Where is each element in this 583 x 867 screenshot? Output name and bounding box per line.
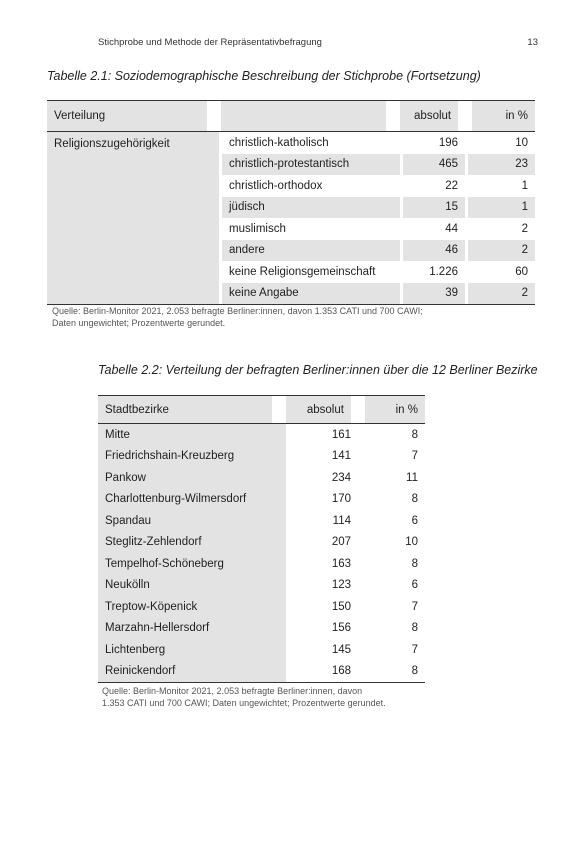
table2-row [98,532,425,554]
table2-row-label: Mitte [98,424,286,446]
table1-row [222,283,535,305]
table2-row-absolut: 207 [331,536,351,549]
table1-group-label: Religionszugehörigkeit [47,132,219,304]
table1-row-absolut: 44 [445,222,458,235]
table2-row [98,446,425,468]
table1-row-percent: 2 [521,222,528,235]
table1-row-label: christlich-orthodox [229,179,323,192]
table2-row-absolut: 145 [331,643,351,656]
table1-row [222,240,535,262]
table2-row-percent: 7 [411,600,418,613]
table2-row [98,661,425,683]
table2-header-percent: in % [365,396,425,423]
table1-header-row [47,101,535,132]
table2-row [98,575,425,597]
table2-row-absolut: 163 [331,557,351,570]
table1-header-percent: in % [472,101,535,131]
table2-row [98,618,425,640]
table1-row-absolut: 46 [403,240,465,262]
table1-caption: Tabelle 2.1: Soziodemographische Beschreibung der Stichprobe (Fortsetzung) [47,69,481,83]
table1-row-absolut: 22 [445,179,458,192]
table1-body [47,132,535,305]
table2-row-percent: 8 [411,428,418,441]
table2-row-label: Spandau [98,510,286,532]
table2-row-percent: 6 [411,579,418,592]
table2-row [98,596,425,618]
table2-row [98,489,425,511]
table1-row-percent: 2 [468,240,535,262]
table2-row-absolut: 150 [331,600,351,613]
table1-row-percent: 1 [468,197,535,219]
table2-row-label: Reinickendorf [98,661,286,683]
table2-row-percent: 8 [411,665,418,678]
table1 [47,100,535,305]
table1-row [222,218,535,240]
table1-row-label: christlich-katholisch [229,136,329,149]
table2-row-absolut: 234 [331,471,351,484]
table2-row-percent: 11 [406,471,418,484]
table1-row-percent: 23 [468,154,535,176]
table2-source-line2: 1.353 CATI und 700 CAWI; Daten ungewichtet; Prozentwerte gerundet. [102,698,386,708]
table2-row-absolut: 168 [331,665,351,678]
table1-row-label: muslimisch [229,222,286,235]
table2-row-absolut: 170 [331,493,351,506]
table2 [98,395,425,683]
table2-row-label: Neukölln [98,575,286,597]
table2-row-percent: 8 [411,622,418,635]
table1-row-absolut: 465 [403,154,465,176]
table1-row-label: christlich-protestantisch [222,154,400,176]
table2-rows [98,424,425,683]
table2-row-percent: 7 [411,643,418,656]
table2-row-percent: 8 [411,557,418,570]
table1-row-absolut: 1.226 [429,265,458,278]
table1-row-absolut: 15 [403,197,465,219]
table1-header-absolut: absolut [400,101,458,131]
table2-row-label: Tempelhof-Schöneberg [98,553,286,575]
table2-source [102,685,386,709]
table2-row-label: Marzahn-Hellersdorf [98,618,286,640]
table1-row-label: keine Religionsgemeinschaft [229,265,376,278]
table2-row-percent: 6 [411,514,418,527]
table1-rows [222,132,535,304]
table2-row-label: Lichtenberg [98,639,286,661]
table1-row-percent: 10 [515,136,528,149]
table2-row [98,510,425,532]
table1-row [222,261,535,283]
table2-row-label: Friedrichshain-Kreuzberg [98,446,286,468]
table1-row-percent: 60 [515,265,528,278]
table2-row-label: Charlottenburg-Wilmersdorf [98,489,286,511]
table1-row-absolut: 39 [403,283,465,305]
table2-header-absolut: absolut [286,396,351,423]
table2-row-label: Steglitz-Zehlendorf [98,532,286,554]
table1-source [52,305,423,329]
table2-row [98,424,425,446]
table1-source-line2: Daten ungewichtet; Prozentwerte gerundet. [52,318,226,328]
table2-row-absolut: 156 [331,622,351,635]
table1-row [222,154,535,176]
table2-header-stadtbezirke: Stadtbezirke [98,396,272,423]
table2-row-percent: 10 [405,536,418,549]
table2-header-row [98,396,425,424]
table2-row-absolut: 123 [331,579,351,592]
table1-row-label: jüdisch [222,197,400,219]
table2-row-absolut: 161 [331,428,351,441]
table2-caption: Tabelle 2.2: Verteilung der befragten Berliner:innen über die 12 Berliner Bezirke [98,363,538,377]
table1-row [222,132,535,154]
running-header-title: Stichprobe und Methode der Repräsentativbefragung [98,37,322,48]
table1-row-percent: 1 [521,179,528,192]
table2-row-percent: 8 [411,493,418,506]
table2-row-percent: 7 [411,450,418,463]
table1-row-percent: 2 [468,283,535,305]
running-header [98,37,538,48]
table2-row [98,639,425,661]
table1-row-label: keine Angabe [222,283,400,305]
table2-row [98,467,425,489]
table1-row-absolut: 196 [438,136,458,149]
table1-row [222,175,535,197]
table2-row-absolut: 114 [332,514,351,527]
table1-source-line1: Quelle: Berlin-Monitor 2021, 2.053 befragte Berliner:innen, davon 1.353 CATI und 700 CAWI; [52,306,423,316]
table2-row-absolut: 141 [331,450,351,463]
table1-row [222,197,535,219]
table1-header-verteilung: Verteilung [47,101,207,131]
table1-row-label: andere [222,240,400,262]
table2-source-line1: Quelle: Berlin-Monitor 2021, 2.053 befragte Berliner:innen, davon [102,686,363,696]
table1-header-blank [221,101,386,131]
table2-row-label: Pankow [98,467,286,489]
page-number: 13 [527,37,538,48]
table2-row-label: Treptow-Köpenick [98,596,286,618]
table2-row [98,553,425,575]
